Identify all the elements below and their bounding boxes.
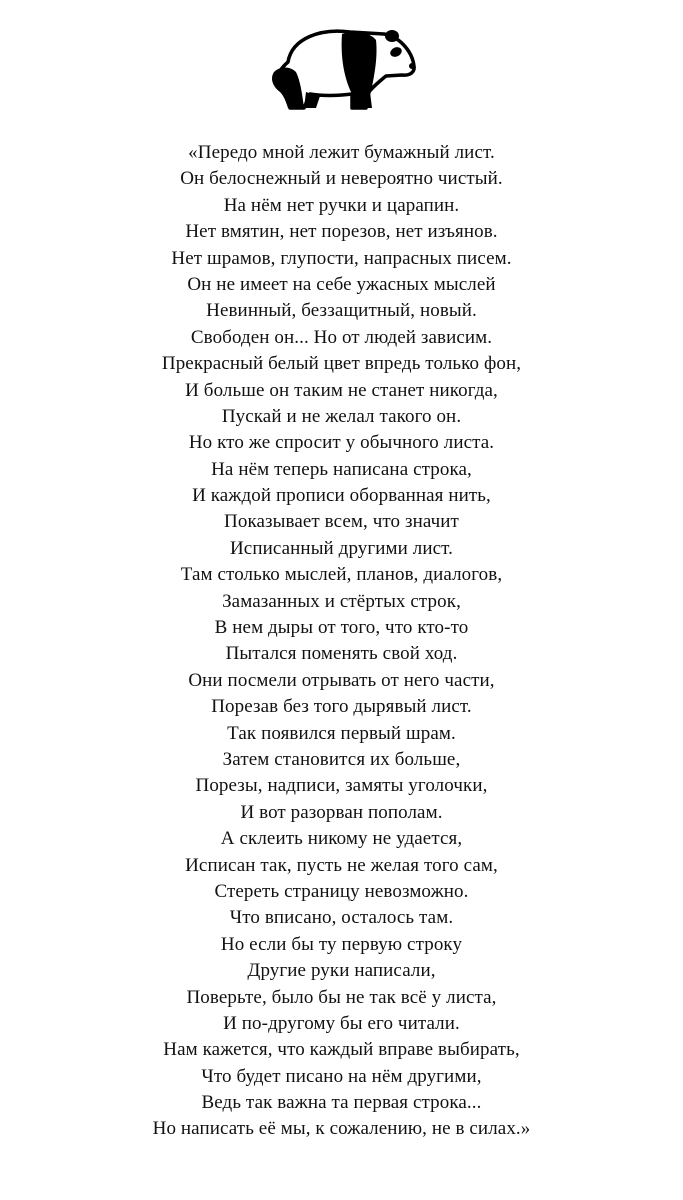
poem-line: Но написать её мы, к сожалению, не в силах.» bbox=[152, 1118, 531, 1140]
poem-line: Поверьте, было бы не так всё у листа, bbox=[186, 986, 497, 1008]
poem-line: В нем дыры от того, что кто-то bbox=[214, 617, 469, 639]
poem-line: Исписан так, пусть не желая того сам, bbox=[185, 854, 498, 876]
poem-line: И по-другому бы его читали. bbox=[223, 1012, 460, 1034]
poem-line: Нам кажется, что каждый вправе выбирать, bbox=[163, 1039, 520, 1061]
poem-line: И больше он таким не станет никогда, bbox=[185, 379, 498, 401]
poem-line: Но если бы ту первую строку bbox=[220, 933, 463, 955]
poem-line: Но кто же спросит у обычного листа. bbox=[188, 432, 495, 454]
poem-line: Там столько мыслей, планов, диалогов, bbox=[180, 564, 503, 586]
poem-line: И каждой прописи оборванная нить, bbox=[192, 485, 491, 507]
poem-line: Исписанный другими лист. bbox=[229, 537, 454, 559]
poem-line: Прекрасный белый цвет впредь только фон, bbox=[161, 353, 522, 375]
poem-line: Затем становится их больше, bbox=[222, 748, 461, 770]
poem-text bbox=[0, 140, 683, 1143]
poem-line: А склеить никому не удается, bbox=[220, 828, 463, 850]
poem-line: Что будет писано на нём другими, bbox=[201, 1065, 482, 1087]
poem-line: Ведь так важна та первая строка... bbox=[201, 1092, 482, 1114]
poem-line: Он не имеет на себе ужасных мыслей bbox=[187, 273, 496, 295]
poem-line: Замазанных и стёртых строк, bbox=[222, 590, 461, 612]
poem-line: Нет шрамов, глупости, напрасных писем. bbox=[171, 247, 512, 269]
poem-line: На нём нет ручки и царапин. bbox=[223, 194, 460, 216]
poem-line: Порезы, надписи, замяты уголочки, bbox=[195, 775, 488, 797]
poem-line: На нём теперь написана строка, bbox=[211, 458, 472, 480]
poem-line: Показывает всем, что значит bbox=[224, 511, 459, 533]
poem-line: Что вписано, осталось там. bbox=[229, 907, 454, 929]
poem-line: Свободен он... Но от людей зависим. bbox=[190, 326, 493, 348]
poem-line: Они посмели отрывать от него части, bbox=[188, 669, 495, 691]
poem-line: Пускай и не желал такого он. bbox=[221, 405, 462, 427]
poem-line: Невинный, беззащитный, новый. bbox=[206, 300, 477, 322]
poem-line: Пытался поменять свой ход. bbox=[225, 643, 458, 665]
poem-line: Другие руки написали, bbox=[247, 960, 436, 982]
poem-line: Стереть страницу невозможно. bbox=[214, 880, 469, 902]
poem-line: Нет вмятин, нет порезов, нет изъянов. bbox=[185, 221, 498, 243]
poem-line: Так появился первый шрам. bbox=[227, 722, 456, 744]
poem-line: И вот разорван пополам. bbox=[240, 801, 443, 823]
poem-line: Порезав без того дырявый лист. bbox=[211, 696, 472, 718]
panda-logo bbox=[266, 22, 416, 114]
poem-line: Он белоснежный и невероятно чистый. bbox=[180, 168, 503, 190]
panda-icon bbox=[266, 22, 416, 114]
poem-line: «Передо мной лежит бумажный лист. bbox=[188, 142, 495, 163]
